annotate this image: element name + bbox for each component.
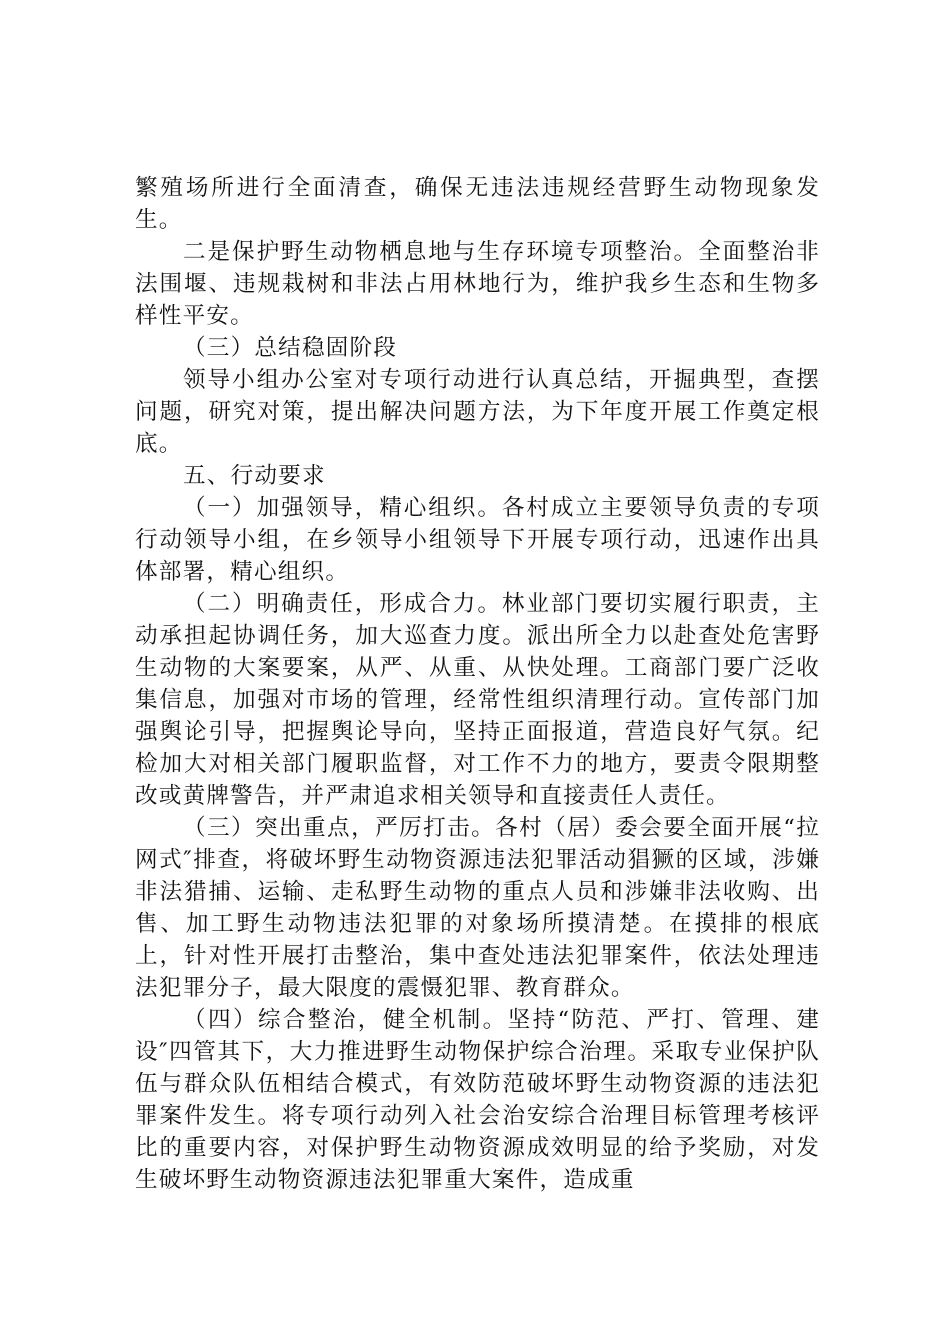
- paragraph-continuation: 繁殖场所进行全面清查，确保无违法违规经营野生动物现象发生。: [135, 175, 820, 233]
- paragraph-habitat-rectification: 二是保护野生动物栖息地与生存环境专项整治。全面整治非法围堰、违规栽树和非法占用林地行为，维护我乡生态和生物多样性平安。: [135, 239, 820, 329]
- section-heading-consolidation-stage: （三）总结稳固阶段: [183, 335, 398, 361]
- paragraph-requirement-crackdown: （三）突出重点，严厉打击。各村（居）委会要全面开展“拉网式″排查，将破坏野生动物资源违法犯罪活动猖獗的区域，涉嫌非法猎捕、运输、走私野生动物的重点人员和涉嫌非法收购、出售、加工野生动物违法犯罪的对象场所摸清楚。在摸排的根底上，针对性开展打击整治，集中查处违法犯罪案件，依法处理违法犯罪分子，最大限度的震慑犯罪、教育群众。: [135, 815, 820, 1001]
- section-heading-action-requirements: 五、行动要求: [183, 463, 326, 489]
- paragraph-requirement-responsibility: （二）明确责任，形成合力。林业部门要切实履行职责，主动承担起协调任务，加大巡查力度。派出所全力以赴查处危害野生动物的大案要案，从严、从重、从快处理。工商部门要广泛收集信息，加强对市场的管理，经常性组织清理行动。宣传部门加强舆论引导，把握舆论导向，坚持正面报道，营造良好气氛。纪检加大对相关部门履职监督，对工作不力的地方，要责令限期整改或黄牌警告，并严肃追求相关领导和直接责任人责任。: [135, 591, 820, 809]
- paragraph-requirement-mechanism: （四）综合整治，健全机制。坚持“防范、严打、管理、建设″四管其下，大力推进野生动物保护综合治理。采取专业保护队伍与群众队伍相结合模式，有效防范破坏野生动物资源的违法犯罪案件发生。将专项行动列入社会治安综合治理目标管理考核评比的重要内容，对保护野生动物资源成效明显的给予奖励，对发生破坏野生动物资源违法犯罪重大案件，造成重: [135, 1007, 820, 1193]
- paragraph-requirement-leadership: （一）加强领导，精心组织。各村成立主要领导负责的专项行动领导小组，在乡领导小组领导下开展专项行动，迅速作出具体部署，精心组织。: [135, 495, 820, 585]
- paragraph-consolidation-summary: 领导小组办公室对专项行动进行认真总结，开掘典型，查摆问题，研究对策，提出解决问题方法，为下年度开展工作奠定根底。: [135, 367, 820, 457]
- document-body: [135, 172, 820, 1196]
